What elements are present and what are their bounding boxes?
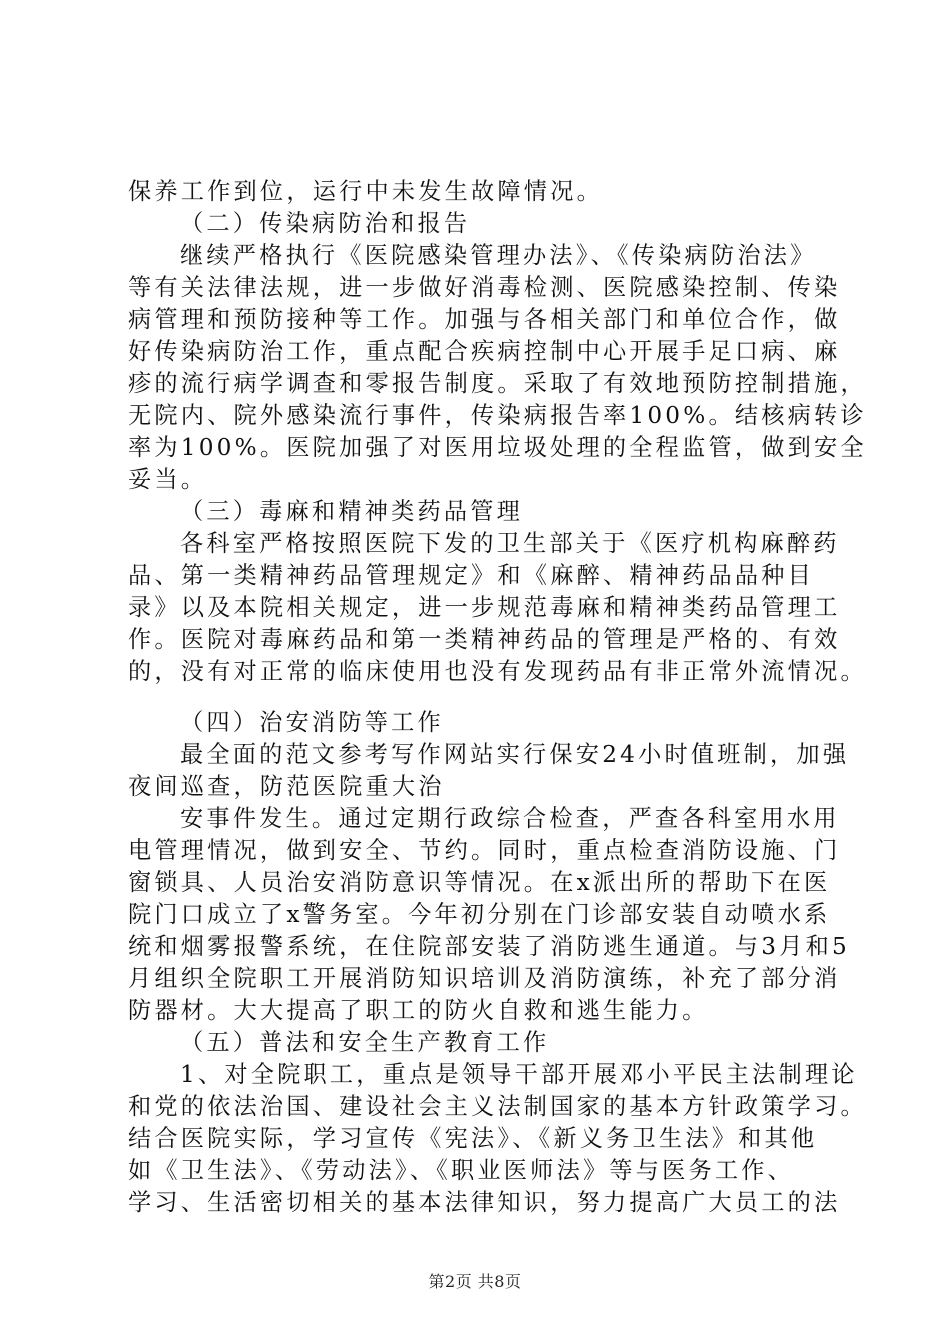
text-line: 妥当。 [128,466,208,493]
text-line: 病管理和预防接种等工作。加强与各相关部门和单位合作，做 [128,306,841,333]
text-line: 品、第一类精神药品管理规定》和《麻醉、精神药品品种目 [128,562,815,589]
text-line: 1、对全院职工，重点是领导干部开展邓小平民主法制理论 [180,1061,858,1088]
text-line: 窗锁具、人员治安消防意识等情况。在x派出所的帮助下在医 [128,869,831,896]
text-line: 如《卫生法》、《劳动法》、《职业医师法》等与医务工作、 [128,1157,795,1184]
section-heading: （四）治安消防等工作 [180,709,444,736]
text-line: 电管理情况，做到安全、节约。同时，重点检查消防设施、门 [128,837,841,864]
text-line: 作。医院对毒麻药品和第一类精神药品的管理是严格的、有效 [128,626,841,653]
text-line: 等有关法律法规，进一步做好消毒检测、医院感染控制、传染 [128,274,841,301]
text-line: 结合医院实际，学习宣传《宪法》、《新义务卫生法》和其他 [128,1125,818,1152]
section-heading: （五）普法和安全生产教育工作 [180,1029,550,1056]
text-line: 统和烟雾报警系统，在住院部安装了消防逃生通道。与3月和5 [128,933,850,960]
text-line: 录》以及本院相关规定，进一步规范毒麻和精神类药品管理工 [128,594,841,621]
text-line: 夜间巡查，防范医院重大治 [128,773,445,800]
text-line: 最全面的范文参考写作网站实行保安24小时值班制，加强 [180,741,850,768]
text-line: 保养工作到位，运行中未发生故障情况。 [128,178,603,205]
text-line: 院门口成立了x警务室。今年初分别在门诊部安装自动喷水系 [128,901,831,928]
text-line: 的，没有对正常的临床使用也没有发现药品有非正常外流情况。 [128,658,867,685]
text-line: 安事件发生。通过定期行政综合检查，严查各科室用水用 [180,805,840,832]
section-heading: （三）毒麻和精神类药品管理 [180,498,524,525]
text-line: 无院内、院外感染流行事件，传染病报告率100%。结核病转诊 [128,402,867,429]
text-line: 防器材。大大提高了职工的防火自救和逃生能力。 [128,997,709,1024]
page-number-footer: 第2页 共8页 [428,1272,522,1291]
text-line: 和党的依法治国、建设社会主义法制国家的基本方针政策学习。 [128,1093,867,1120]
text-line: 疹的流行病学调查和零报告制度。采取了有效地预防控制措施， [128,370,867,397]
section-heading: （二）传染病防治和报告 [180,210,471,237]
text-line: 好传染病防治工作，重点配合疾病控制中心开展手足口病、麻 [128,338,841,365]
text-line: 月组织全院职工开展消防知识培训及消防演练，补充了部分消 [128,965,841,992]
text-line: 各科室严格按照医院下发的卫生部关于《医疗机构麻醉药 [180,530,840,557]
text-line: 率为100%。医院加强了对医用垃圾处理的全程监管，做到安全 [128,434,867,461]
text-line: 学习、生活密切相关的基本法律知识，努力提高广大员工的法 [128,1189,841,1216]
text-line: 继续严格执行《医院感染管理办法》、《传染病防治法》 [180,242,817,269]
